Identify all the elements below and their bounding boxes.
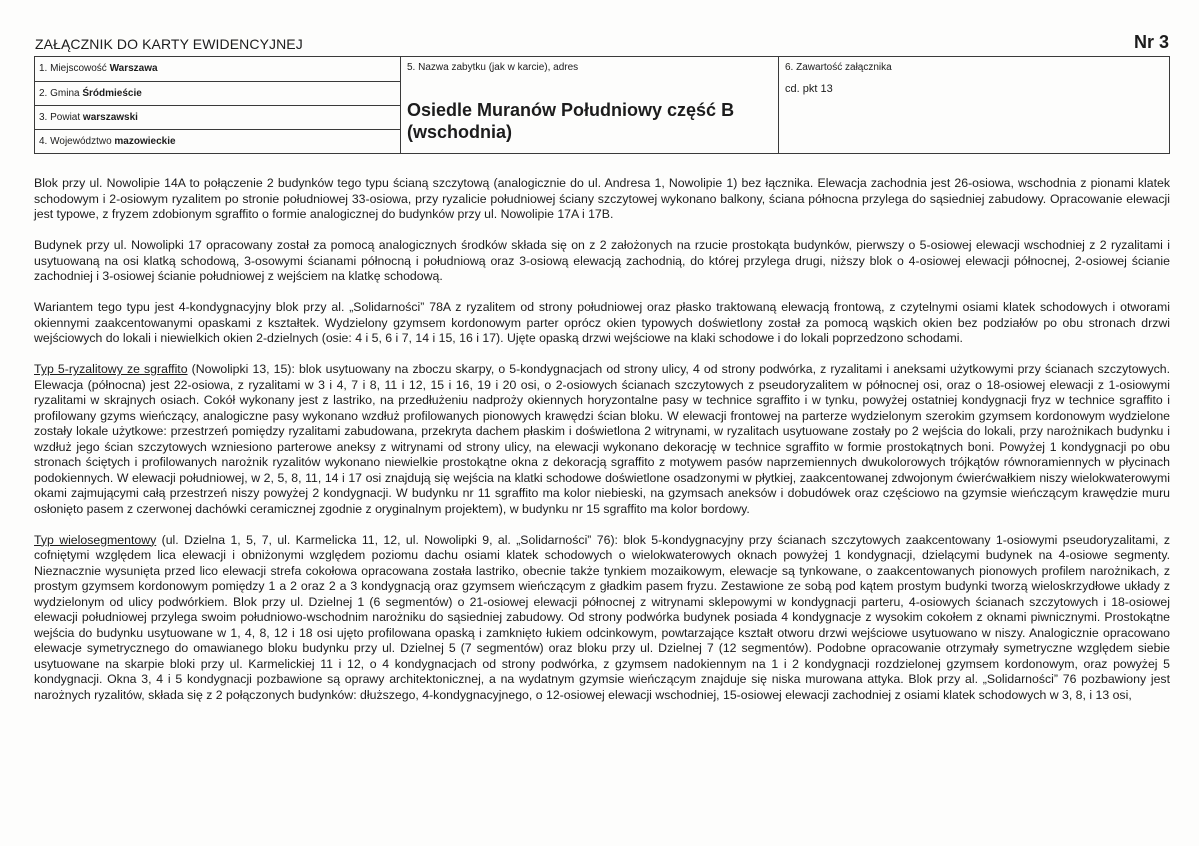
paragraph-4-text: (Nowolipki 13, 15): blok usytuowany na zboczu skarpy, o 5-kondygnacjach od strony ulicy, 4 od strony podwórka, z ryzalitami i aneksami użytkowymi przy ścianach szczytowych. Elewacja (północna) jest 22-osiowa, z ryzalitami w 3 i 4, 7 i 8, 11 i 12, 15 i 16, 19 i 20 osi, o 2-osiowych ścianach szczytowych z pseudoryzalitem w północnej osi, oraz o 18-osiowej elewacji z 1-osiowymi ryzalitami w skrajnych osiach. Cokół wykonany jest z lastriko, na przedłużeniu nadproży okiennych horyzontalne pasy w technice sgraffito i w tynku, powyżej ostatniej kondygnacji fryz w technice sgraffito i profilowany gzyms wieńczący, analogiczne pasy wykonano wzdłuż profilowanych pionowych krawędzi ścian bloku. W elewacji frontowej na parterze wydzielonym szerokim gzymsem kordonowym wydzielone zostały lokale użytkowe: przestrzeń pomiędzy ryzalitami zabudowana, przekryta dachem płaskim i doświetlona 2 witrynami, w ryzalitach usytuowane zostały po 2 wejścia do lokali, przy narożnikach budynku i wzdłuż jego ścian szczytowych wzniesiono parterowe aneksy z witrynami od strony ulicy, na elewacji wykonano dekorację w technice sgraffito w formie prostokątnych boni. Powyżej 1 kondygnacji po obu stronach ściętych i profilowanych narożnik ryzalitów wykonano niewielkie prostokątne okna z dekoracją sgraffito z motywem pasów naprzemiennych dwukolorowych trójkątów równoramiennych w płycinach podokiennych. W elewacji południowej, w 2, 5, 8, 11, 14 i 17 osi znajdują się wejścia na klatki schodowe doświetlone osadzonymi w płytkiej, zaakcentowanej zdwojonym ćwierćwałkiem niszy wielokwaterowymi okami zajmującymi całą przestrzeń niszy powyżej 2 kondygnacji. W budynku nr 11 sgraffito ma kolor niebieski, na gzymsach aneksów i dobudówek oraz częściowo na gzymsie wieńczącym krawędzie muru osłonięto pasem z czerwonej dachówki ceramicznej zgodnie z oryginalnym projektem), w budynku nr 15 sgraffito ma kolor bordowy. <box>34 362 1170 516</box>
attachment-number: Nr 3 <box>1133 32 1169 52</box>
monument-label: 5. Nazwa zabytku (jak w karcie), adres <box>407 62 579 73</box>
paragraph-2: Budynek przy ul. Nowolipki 17 opracowany został za pomocą analogicznych środków składa się on z 2 założonych na rzucie prostokąta budynków, pierwszy o 5-osiowej elewacji wschodniej z 2 ryzalitami i usytuowaną na osi klatką schodową, 3-osowymi ścianami północną i południową oraz 3-osiową elewacją zachodnią, do której przylega drugi, niższy blok o 4-osiowej elewacji północnej, 2-osiowej ścianie zachodniej i 3-osiowej ścianie południowej z wejściem na klatkę schodową. <box>34 238 1170 283</box>
county-row <box>35 105 400 129</box>
locality-label: 1. Miejscowość <box>39 63 110 74</box>
paragraph-1: Blok przy ul. Nowolipie 14A to połączenie 2 budynków tego typu ścianą szczytową (analogicznie do ul. Andresa 1, Nowolipie 1) bez łącznika. Elewacja zachodnia jest 26-osiowa, wschodnia z pionami klatek schodowym i 2-osiowym ryzalitem po stronie południowej 33-osiowa, przy ryzalicie południowej ściany szczytowej wykonano balkony, ściana północna przylega do sąsiedniej zabudowy. Opracowanie elewacji jest typowe, z fryzem zdobionym sgraffito o formie analogicznej do budynków przy ul. Nowolipie 17A i 17B. <box>34 176 1170 221</box>
monument-name: Osiedle Muranów Południowy część B (wschodnia) <box>407 100 735 142</box>
document-header <box>35 32 1169 56</box>
voivodeship-row <box>35 129 400 153</box>
document-body <box>34 176 1170 719</box>
paragraph-3: Wariantem tego typu jest 4-kondygnacyjny blok przy al. „Solidarności” 78A z ryzalitem od strony południowej oraz płasko traktowaną elewacją frontową, z czytelnymi osiami klatek schodowych i otworami okiennymi zaakcentowanymi opaskami z kształtek. Wydzielony gzymsem kordonowym parter oprócz okien typowych doświetlony został za pomocą wąskich okien bez podziałów po obu stronach drzwi wejściowych do lokali i niewielkich okien 2-dzielnych (osie: 4 i 5, 6 i 7, 14 i 15, 16 i 17). Ujęte opaską drzwi wejściowe na klaki schodowe i do lokali poprzedzono schodami. <box>34 300 1170 345</box>
county-label: 3. Powiat <box>39 112 83 123</box>
county-value: warszawski <box>82 112 138 123</box>
commune-value: Śródmieście <box>82 88 142 99</box>
type-heading-5-ryzalitowy: Typ 5-ryzalitowy ze sgraffito <box>34 362 188 376</box>
type-heading-wielosegmentowy: Typ wielosegmentowy <box>34 532 157 547</box>
contents-column <box>778 57 1170 153</box>
paragraph-5 <box>34 533 1170 704</box>
commune-label: 2. Gmina <box>39 88 83 99</box>
info-table <box>34 56 1170 154</box>
contents-value: cd. pkt 13 <box>785 83 833 95</box>
document-title: ZAŁĄCZNIK DO KARTY EWIDENCYJNEJ <box>35 36 303 52</box>
voivodeship-label: 4. Województwo <box>39 136 115 147</box>
locality-row <box>35 57 400 81</box>
paragraph-4 <box>34 362 1170 517</box>
location-column <box>35 57 400 153</box>
paragraph-5-text: (ul. Dzielna 1, 5, 7, ul. Karmelicka 11, 12, ul. Nowolipki 9, al. „Solidarności” 76): blok 5-kondygnacyjny przy ścianach szczytowych zaakcentowany 1-osiowymi pseudoryzalitami, z cofniętymi względem lica elewacji i obniżonymi względem poziomu dachu osiami klatek schodowych o wielokwaterowych oknach powyżej 1 kondygnacji, dzielącymi budynek na 4-osiowe segmenty. Nieznacznie wysunięta przed lico elewacji strefa cokołowa opracowana została lastriko, obecnie także tynkiem mozaikowym, elewacje są tynkowane, o zaakcentowanych pionowych profilem narożnikach, z prostym gzymsem kordonowym pomiędzy 1 a 2 oraz 2 a 3 kondygnacją oraz gzymsem wieńczącym z gładkim pasem fryzu. Zestawione ze sobą pod kątem prostym budynki tworzą wieloskrzydłowe układy z wydzielonym od ulicy podwórkiem. Blok przy ul. Dzielnej 1 (6 segmentów) o 21-osiowej elewacji północnej z witrynami sklepowymi w kondygnacji parteru, 4-osiowych ścianach szczytowych i 18-osiowej elewacji południowej przylega swoim południowo-wschodnim narożniku do sąsiedniej zabudowy. Od strony podwórka budynek posiada 4 kondygnacje z wysokim cokołem z oknami piwnicznymi. Prostokątne wejścia do budynku usytuowane w 1, 4, 8, 12 i 18 osi ujęto profilowana opaską i zamknięto łukiem odcinkowym, powtarzające kształt otworu drzwi wejściowe usytuowano w niszy. Analogicznie opracowano elewacje symetrycznego do omawianego bloku budynku przy ul. Dzielnej 5 (7 segmentów) oraz bloku przy ul. Dzielnej 7 (12 segmentów). Podobne opracowanie otrzymały symetryczne względem siebie usytuowane na skarpie bloki przy ul. Karmelickiej 11 i 12, o 4 kondygnacjach od strony podwórka, z gzymsem nadokiennym na 1 i 2 kondygnacji rozdzielonej gzymsem kordonowym, oraz powyżej 5 kondygnacji. Okna 3, 4 i 5 kondygnacji pozbawione są oprawy architektonicznej, a na wydatnym gzymsie wieńczącym znajduje się niska murowana attyka. Blok przy al. „Solidarności” 76 pozbawiony jest narożnych ryzalitów, składa się z 2 połączonych budynków: dłuższego, 4-kondygnacyjnego, o 12-osiowej elewacji wschodniej, 15-osiowej elewacji zachodniej z osiami klatek schodowych w 3, 8, i 13 osi, <box>34 532 1170 702</box>
voivodeship-value: mazowieckie <box>114 136 176 147</box>
commune-row <box>35 81 400 105</box>
locality-value: Warszawa <box>109 63 158 74</box>
monument-column <box>400 57 779 153</box>
contents-label: 6. Zawartość załącznika <box>785 62 892 73</box>
